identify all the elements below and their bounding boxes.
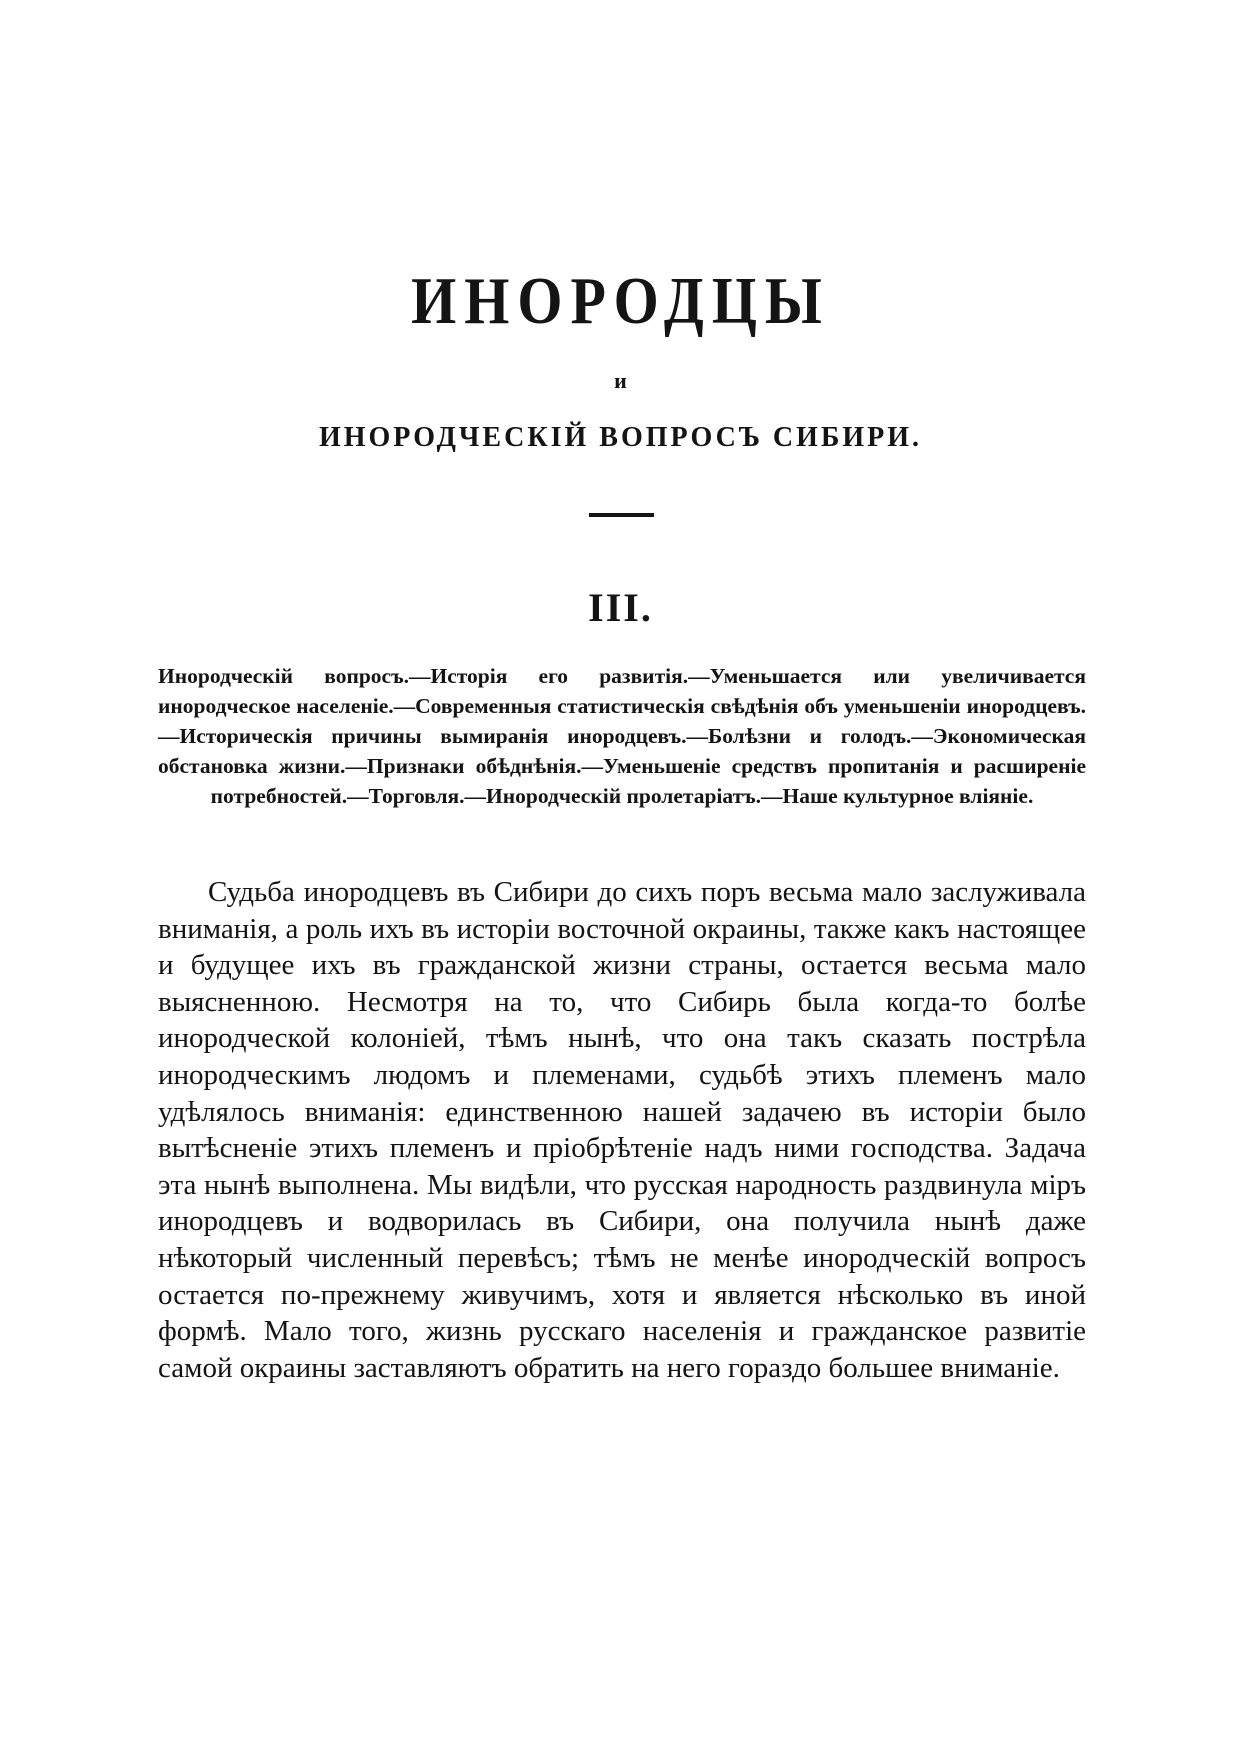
page-title: ИНОРОДЦЫ — [411, 263, 830, 338]
body-paragraph: Судьба инородцевъ въ Сибири до сихъ поръ весьма мало заслуживала вниманія, а роль ихъ въ исторіи восточной окраины, также какъ настоящее и будущее ихъ въ гражданской жизни страны, остается весьма мало выясненною. Несмотря на то, что Сибирь была когда-то болѣе инородческой колоніей, тѣмъ нынѣ, что она такъ сказать пострѣла инородческимъ людомъ и племенами, судьбѣ этихъ племенъ мало удѣлялось вниманія: единственною нашей задачею въ исторіи было вытѣсненіе этихъ племенъ и пріобрѣтеніе надъ ними господства. Задача эта нынѣ выполнена. Мы видѣли, что русская народность раздвинула міръ инородцевъ и водворилась въ Сибири, она получила нынѣ даже нѣкоторый численный перевѣсъ; тѣмъ не менѣе инородческій вопросъ остается по-прежнему живучимъ, хотя и является нѣсколько въ иной формѣ. Мало того, жизнь русскаго населенія и гражданское развитіе самой окраины заставляютъ обратить на него гораздо большее вниманіе. — [158, 876, 1086, 1384]
title-conjunction: и — [614, 368, 627, 393]
chapter-number: III. — [588, 585, 653, 630]
chapter-summary: Инородческій вопросъ.—Исторія его развитія.—Уменьшается или увеличивается инородческое населеніе.—Современныя статистическія свѣдѣнія объ уменьшеніи инородцевъ.—Историческія причины вымиранія инородцевъ.—Болѣзни и голодъ.—Экономическая обстановка жизни.—Признаки обѣднѣнія.—Уменьшеніе средствъ пропитанія и расширеніе потребностей.—Торговля.—Инородческій пролетаріатъ.—Наше культурное вліяніе. — [158, 664, 1086, 808]
title-divider — [589, 513, 654, 517]
page-subtitle: ИНОРОДЧЕСКІЙ ВОПРОСЪ СИБИРИ. — [318, 422, 923, 453]
